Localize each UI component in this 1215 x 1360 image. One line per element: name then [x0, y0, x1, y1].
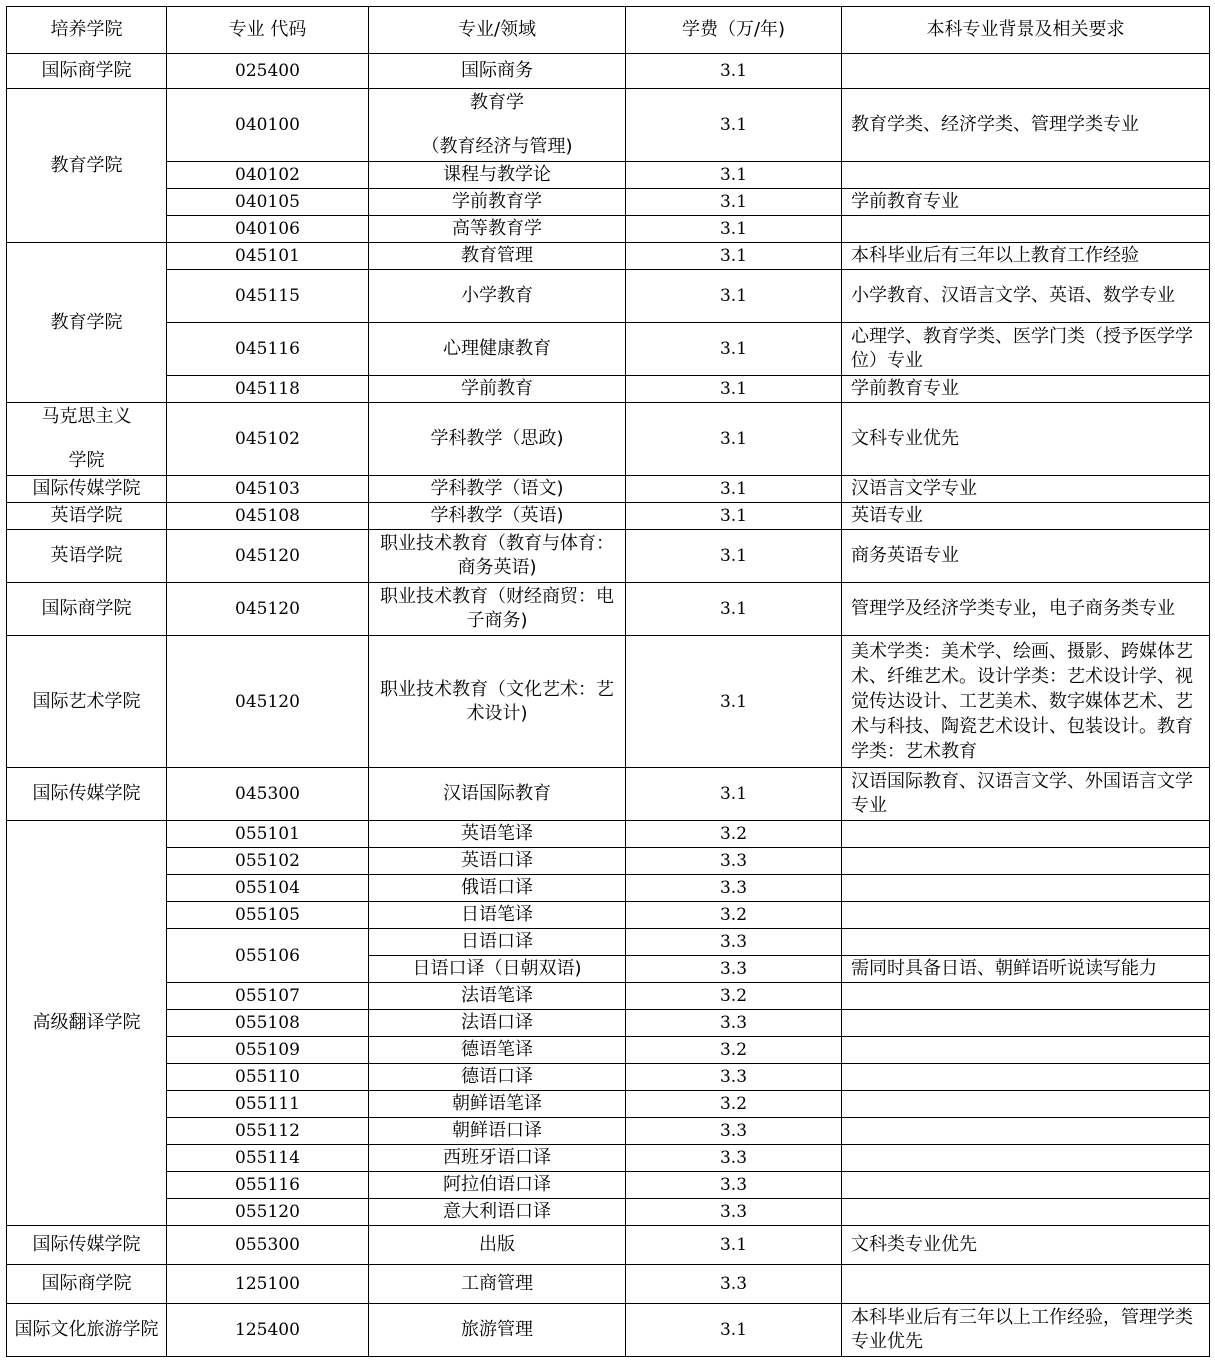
code-cell: 055114: [167, 1145, 369, 1172]
major-cell: 旅游管理: [369, 1304, 626, 1357]
fee-cell: 3.2: [626, 983, 842, 1010]
code-cell: 045120: [167, 636, 369, 768]
table-row: [7, 1304, 1210, 1357]
requirement-cell: 教育学类、经济学类、管理学类专业: [842, 89, 1210, 162]
major-cell: 小学教育: [369, 270, 626, 323]
fee-cell: 3.3: [626, 929, 842, 956]
major-cell: 出版: [369, 1226, 626, 1265]
table-row: [7, 983, 1210, 1010]
code-cell: 055108: [167, 1010, 369, 1037]
code-cell: 045120: [167, 583, 369, 636]
header-major: 专业/领域: [369, 7, 626, 54]
code-cell: 045108: [167, 503, 369, 530]
school-cell: 国际商学院: [7, 54, 167, 89]
fee-cell: 3.1: [626, 270, 842, 323]
major-cell: 学科教学（英语): [369, 503, 626, 530]
requirement-cell: 心理学、教育学类、医学门类（授予医学学位）专业: [842, 323, 1210, 376]
code-cell: 055102: [167, 848, 369, 875]
requirement-cell: [842, 1118, 1210, 1145]
major-cell: 学前教育学: [369, 189, 626, 216]
requirement-cell: [842, 1010, 1210, 1037]
code-cell: 055111: [167, 1091, 369, 1118]
fee-cell: 3.3: [626, 1118, 842, 1145]
table-row: [7, 403, 1210, 476]
code-cell: 045103: [167, 476, 369, 503]
fee-cell: 3.3: [626, 1010, 842, 1037]
fee-cell: 3.3: [626, 1172, 842, 1199]
requirement-cell: [842, 902, 1210, 929]
table-row: [7, 583, 1210, 636]
code-cell: 045120: [167, 530, 369, 583]
table-row: [7, 1118, 1210, 1145]
fee-cell: 3.1: [626, 503, 842, 530]
table-row: [7, 1091, 1210, 1118]
school-cell: 教育学院: [7, 243, 167, 403]
major-cell: 教育学 （教育经济与管理): [369, 89, 626, 162]
major-cell: 学科教学（语文): [369, 476, 626, 503]
fee-cell: 3.1: [626, 376, 842, 403]
table-row: [7, 476, 1210, 503]
requirement-cell: [842, 1172, 1210, 1199]
school-cell: 国际商学院: [7, 583, 167, 636]
fee-cell: 3.3: [626, 956, 842, 983]
table-row: [7, 323, 1210, 376]
header-requirements: 本科专业背景及相关要求: [842, 7, 1210, 54]
major-cell: 日语口译: [369, 929, 626, 956]
table-row: [7, 503, 1210, 530]
table-row: [7, 270, 1210, 323]
fee-cell: 3.2: [626, 1037, 842, 1064]
requirement-cell: 英语专业: [842, 503, 1210, 530]
requirement-cell: [842, 54, 1210, 89]
requirement-cell: [842, 848, 1210, 875]
fee-cell: 3.1: [626, 530, 842, 583]
code-cell: 125400: [167, 1304, 369, 1357]
requirement-cell: [842, 1037, 1210, 1064]
requirement-cell: [842, 1199, 1210, 1226]
major-cell: 意大利语口译: [369, 1199, 626, 1226]
major-cell: 德语口译: [369, 1064, 626, 1091]
school-cell: 马克思主义 学院: [7, 403, 167, 476]
table-row: [7, 162, 1210, 189]
school-cell: 教育学院: [7, 89, 167, 243]
requirement-cell: 本科毕业后有三年以上教育工作经验: [842, 243, 1210, 270]
code-cell: 045300: [167, 768, 369, 821]
code-cell: 045116: [167, 323, 369, 376]
code-cell: 040100: [167, 89, 369, 162]
fee-cell: 3.2: [626, 902, 842, 929]
header-row: [7, 7, 1210, 54]
code-cell: 045101: [167, 243, 369, 270]
requirement-cell: [842, 162, 1210, 189]
code-cell: 055101: [167, 821, 369, 848]
school-cell: 高级翻译学院: [7, 821, 167, 1226]
requirement-cell: 需同时具备日语、朝鲜语听说读写能力: [842, 956, 1210, 983]
code-cell: 045118: [167, 376, 369, 403]
fee-cell: 3.3: [626, 1199, 842, 1226]
requirement-cell: [842, 929, 1210, 956]
major-cell: 朝鲜语口译: [369, 1118, 626, 1145]
major-cell: 日语笔译: [369, 902, 626, 929]
fee-cell: 3.1: [626, 1226, 842, 1265]
major-cell: 朝鲜语笔译: [369, 1091, 626, 1118]
school-cell: 英语学院: [7, 503, 167, 530]
major-cell: 英语笔译: [369, 821, 626, 848]
requirement-cell: 管理学及经济学类专业，电子商务类专业: [842, 583, 1210, 636]
table-row: [7, 376, 1210, 403]
table-row: [7, 1199, 1210, 1226]
requirement-cell: 美术学类：美术学、绘画、摄影、跨媒体艺术、纤维艺术。设计学类：艺术设计学、视觉传达设计、工艺美术、数字媒体艺术、艺术与科技、陶瓷艺术设计、包装设计。教育学类：艺术教育: [842, 636, 1210, 768]
table-row: [7, 1265, 1210, 1304]
code-cell: 040102: [167, 162, 369, 189]
admissions-table: [6, 6, 1210, 1357]
fee-cell: 3.1: [626, 89, 842, 162]
requirement-cell: [842, 983, 1210, 1010]
requirement-cell: [842, 1145, 1210, 1172]
major-cell: 学科教学（思政): [369, 403, 626, 476]
table-row: [7, 768, 1210, 821]
code-cell: 055106: [167, 929, 369, 983]
code-cell: 055105: [167, 902, 369, 929]
table-row: [7, 929, 1210, 956]
requirement-cell: [842, 1064, 1210, 1091]
major-cell: 职业技术教育（教育与体育：商务英语): [369, 530, 626, 583]
code-cell: 055300: [167, 1226, 369, 1265]
requirement-cell: 小学教育、汉语言文学、英语、数学专业: [842, 270, 1210, 323]
major-cell: 工商管理: [369, 1265, 626, 1304]
fee-cell: 3.1: [626, 768, 842, 821]
fee-cell: 3.3: [626, 875, 842, 902]
table-row: [7, 902, 1210, 929]
code-cell: 055112: [167, 1118, 369, 1145]
code-cell: 055107: [167, 983, 369, 1010]
fee-cell: 3.1: [626, 1304, 842, 1357]
requirement-cell: 汉语言文学专业: [842, 476, 1210, 503]
fee-cell: 3.1: [626, 216, 842, 243]
major-cell: 职业技术教育（文化艺术：艺术设计): [369, 636, 626, 768]
table-row: [7, 1226, 1210, 1265]
code-cell: 055109: [167, 1037, 369, 1064]
requirement-cell: 学前教育专业: [842, 189, 1210, 216]
requirement-cell: [842, 1265, 1210, 1304]
table-row: [7, 875, 1210, 902]
table-row: [7, 1010, 1210, 1037]
major-cell: 职业技术教育（财经商贸：电子商务): [369, 583, 626, 636]
code-cell: 025400: [167, 54, 369, 89]
school-cell: 国际传媒学院: [7, 768, 167, 821]
fee-cell: 3.3: [626, 1145, 842, 1172]
table-row: [7, 54, 1210, 89]
table-row: [7, 1064, 1210, 1091]
major-cell: 教育管理: [369, 243, 626, 270]
table-row: [7, 848, 1210, 875]
major-cell: 俄语口译: [369, 875, 626, 902]
major-cell: 汉语国际教育: [369, 768, 626, 821]
fee-cell: 3.1: [626, 323, 842, 376]
fee-cell: 3.1: [626, 583, 842, 636]
requirement-cell: [842, 1091, 1210, 1118]
fee-cell: 3.1: [626, 403, 842, 476]
major-cell: 高等教育学: [369, 216, 626, 243]
fee-cell: 3.3: [626, 1265, 842, 1304]
major-cell: 国际商务: [369, 54, 626, 89]
major-cell: 德语笔译: [369, 1037, 626, 1064]
fee-cell: 3.3: [626, 848, 842, 875]
table-row: [7, 216, 1210, 243]
major-cell: 法语笔译: [369, 983, 626, 1010]
requirement-cell: 商务英语专业: [842, 530, 1210, 583]
requirement-cell: 本科毕业后有三年以上工作经验，管理学类专业优先: [842, 1304, 1210, 1357]
fee-cell: 3.1: [626, 636, 842, 768]
school-cell: 国际传媒学院: [7, 1226, 167, 1265]
fee-cell: 3.3: [626, 1064, 842, 1091]
requirement-cell: 汉语国际教育、汉语言文学、外国语言文学专业: [842, 768, 1210, 821]
fee-cell: 3.1: [626, 243, 842, 270]
requirement-cell: 文科类专业优先: [842, 1226, 1210, 1265]
requirement-cell: [842, 875, 1210, 902]
code-cell: 125100: [167, 1265, 369, 1304]
table-row: [7, 530, 1210, 583]
header-school: 培养学院: [7, 7, 167, 54]
school-cell: 国际传媒学院: [7, 476, 167, 503]
code-cell: 040105: [167, 189, 369, 216]
fee-cell: 3.2: [626, 1091, 842, 1118]
table-row: [7, 1037, 1210, 1064]
major-cell: 法语口译: [369, 1010, 626, 1037]
table-row: [7, 636, 1210, 768]
code-cell: 055110: [167, 1064, 369, 1091]
major-cell: 西班牙语口译: [369, 1145, 626, 1172]
code-cell: 040106: [167, 216, 369, 243]
code-cell: 055104: [167, 875, 369, 902]
table-row: [7, 189, 1210, 216]
code-cell: 055120: [167, 1199, 369, 1226]
code-cell: 055116: [167, 1172, 369, 1199]
table-row: [7, 1172, 1210, 1199]
fee-cell: 3.2: [626, 821, 842, 848]
code-cell: 045102: [167, 403, 369, 476]
school-cell: 国际文化旅游学院: [7, 1304, 167, 1357]
major-cell: 学前教育: [369, 376, 626, 403]
table-row: [7, 1145, 1210, 1172]
fee-cell: 3.1: [626, 189, 842, 216]
major-cell: 课程与教学论: [369, 162, 626, 189]
school-cell: 国际艺术学院: [7, 636, 167, 768]
table-row: [7, 89, 1210, 162]
header-fee: 学费（万/年): [626, 7, 842, 54]
table-row: [7, 243, 1210, 270]
fee-cell: 3.1: [626, 476, 842, 503]
code-cell: 045115: [167, 270, 369, 323]
major-cell: 阿拉伯语口译: [369, 1172, 626, 1199]
requirement-cell: [842, 216, 1210, 243]
fee-cell: 3.1: [626, 162, 842, 189]
requirement-cell: 学前教育专业: [842, 376, 1210, 403]
requirement-cell: 文科专业优先: [842, 403, 1210, 476]
requirement-cell: [842, 821, 1210, 848]
school-cell: 国际商学院: [7, 1265, 167, 1304]
header-code: 专业 代码: [167, 7, 369, 54]
major-cell: 心理健康教育: [369, 323, 626, 376]
school-cell: 英语学院: [7, 530, 167, 583]
major-cell: 日语口译（日朝双语): [369, 956, 626, 983]
table-row: [7, 821, 1210, 848]
fee-cell: 3.1: [626, 54, 842, 89]
major-cell: 英语口译: [369, 848, 626, 875]
